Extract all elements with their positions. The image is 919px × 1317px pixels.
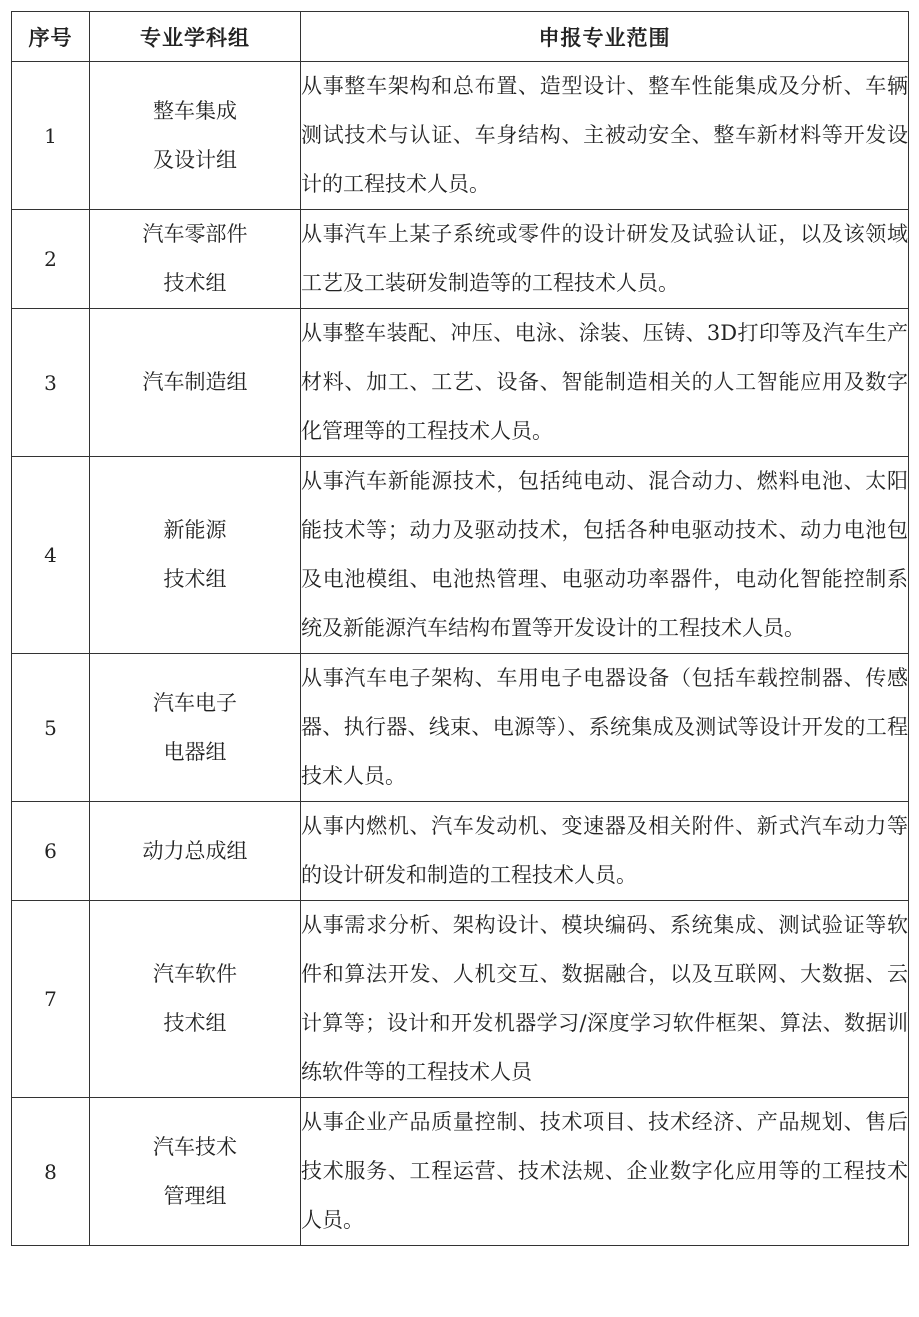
table-row [12, 654, 909, 802]
table-header-row [12, 12, 909, 62]
row-group [90, 654, 301, 802]
row-group-line: 汽车技术 [153, 1134, 237, 1159]
header-group: 专业学科组 [90, 12, 301, 62]
row-group [90, 901, 301, 1098]
table-row [12, 309, 909, 457]
row-number: 5 [12, 654, 90, 802]
table-row [12, 1098, 909, 1246]
row-group-line: 汽车电子 [153, 690, 237, 715]
row-number: 2 [12, 210, 90, 309]
row-group [90, 802, 301, 901]
row-scope: 从事汽车新能源技术，包括纯电动、混合动力、燃料电池、太阳能技术等；动力及驱动技术，包括各种电驱动技术、动力电池包及电池模组、电池热管理、电驱动功率器件，电动化智能控制系统及新能源汽车结构布置等开发设计的工程技术人员。 [301, 457, 909, 654]
table-row [12, 457, 909, 654]
row-group [90, 457, 301, 654]
table-row [12, 210, 909, 309]
row-group-line: 电器组 [163, 739, 227, 764]
table-row [12, 802, 909, 901]
row-group [90, 210, 301, 309]
row-scope: 从事企业产品质量控制、技术项目、技术经济、产品规划、售后技术服务、工程运营、技术法规、企业数字化应用等的工程技术人员。 [301, 1098, 909, 1246]
row-group-line: 动力总成组 [142, 838, 248, 863]
table-row [12, 901, 909, 1098]
row-group-line: 技术组 [163, 271, 227, 295]
specialty-table [11, 11, 909, 1246]
row-group [90, 1098, 301, 1246]
row-group-line: 汽车软件 [153, 962, 237, 986]
row-scope: 从事整车装配、冲压、电泳、涂装、压铸、3D打印等及汽车生产材料、加工、工艺、设备、智能制造相关的人工智能应用及数字化管理等的工程技术人员。 [301, 309, 909, 457]
row-group-line: 管理组 [163, 1183, 227, 1208]
row-group-line: 及设计组 [153, 147, 237, 172]
row-number: 7 [12, 901, 90, 1098]
row-scope: 从事需求分析、架构设计、模块编码、系统集成、测试验证等软件和算法开发、人机交互、数据融合，以及互联网、大数据、云计算等；设计和开发机器学习/深度学习软件框架、算法、数据训练软件等的工程技术人员 [301, 901, 909, 1098]
row-group [90, 309, 301, 457]
row-group-line: 整车集成 [153, 98, 237, 123]
row-group [90, 62, 301, 210]
row-group-line: 汽车零部件 [142, 222, 248, 246]
row-number: 6 [12, 802, 90, 901]
row-number: 8 [12, 1098, 90, 1246]
row-number: 1 [12, 62, 90, 210]
row-number: 4 [12, 457, 90, 654]
row-number: 3 [12, 309, 90, 457]
header-scope: 申报专业范围 [301, 12, 909, 62]
row-scope: 从事整车架构和总布置、造型设计、整车性能集成及分析、车辆测试技术与认证、车身结构、主被动安全、整车新材料等开发设计的工程技术人员。 [301, 62, 909, 210]
row-scope: 从事汽车电子架构、车用电子电器设备（包括车载控制器、传感器、执行器、线束、电源等）、系统集成及测试等设计开发的工程技术人员。 [301, 654, 909, 802]
row-group-line: 汽车制造组 [142, 370, 248, 394]
row-scope: 从事内燃机、汽车发动机、变速器及相关附件、新式汽车动力等的设计研发和制造的工程技术人员。 [301, 802, 909, 901]
header-number: 序号 [12, 12, 90, 62]
row-scope: 从事汽车上某子系统或零件的设计研发及试验认证，以及该领域工艺及工装研发制造等的工程技术人员。 [301, 210, 909, 309]
table-row [12, 62, 909, 210]
row-group-line: 新能源 [163, 518, 227, 542]
row-group-line: 技术组 [163, 567, 227, 591]
row-group-line: 技术组 [163, 1011, 227, 1035]
